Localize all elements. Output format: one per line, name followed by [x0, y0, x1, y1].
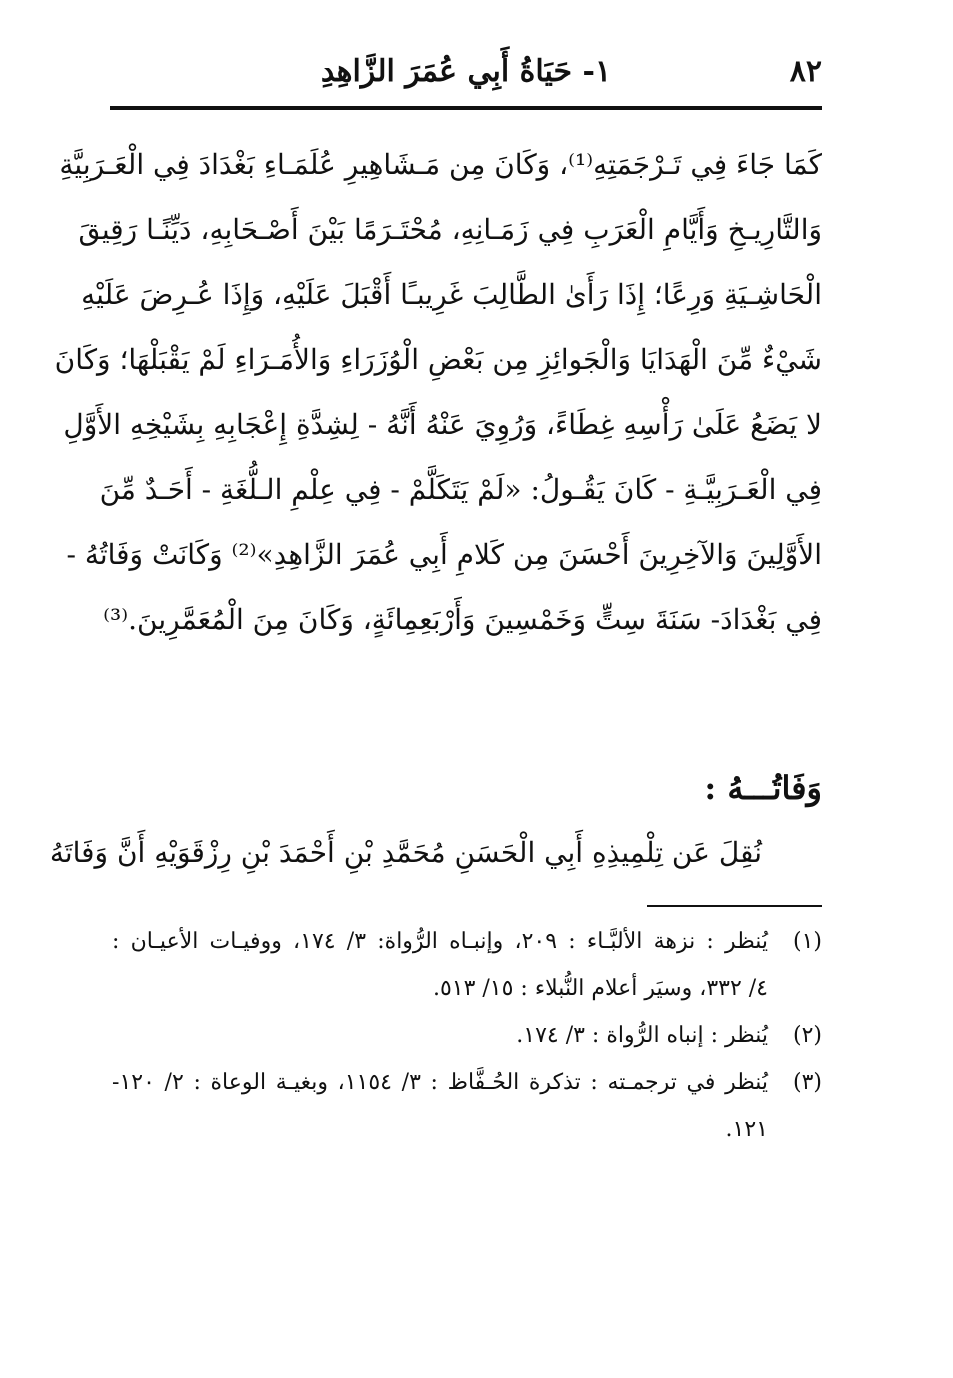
footnote-line: [112, 1059, 822, 1106]
footnote-text: يُنظر في ترجمـته : تذكرة الحُـفَّاظ : ٣/ ١١٥٤، وبغيـة الوعاة : ٢/ ١٢٠-: [112, 1070, 769, 1095]
footnote-text: يُنظر : نزهة الألبَّـاء : ٢٠٩، وإنبـاه الرُّواة: ٣/ ١٧٤، ووفيـات الأعيـان :: [112, 929, 769, 954]
body-line: فِي الْعَـرَبِيَّـةِ - كَانَ يَقُـولُ: «لَمْ يَتَكَلَّمْ - فِي عِلْمِ الـلُّغَةِ - أَحَـدٌ مِّنَ: [99, 473, 822, 506]
footnote-number: (٣): [793, 1070, 823, 1095]
section-heading: وَفَاتُـــهُ :: [704, 769, 822, 807]
body-line: شَيْءٌ مِّنَ الْهَدَايَا وَالْجَوائِزِ مِن بَعْضِ الْوُزَرَاءِ وَالأُمَـرَاءِ لَمْ يَقْبَلْهَا؛ وَكَانَ: [54, 343, 822, 376]
page-number: ٨٢: [789, 54, 822, 89]
footnote-number: (٢): [792, 1023, 822, 1048]
footnote-line: [112, 1012, 822, 1059]
footnote-text: يُنظر : إنباه الرُّواة : ٣/ ١٧٤.: [516, 1023, 768, 1048]
footnote-number: (١): [793, 929, 823, 954]
body-line: وَالتَّارِيـخِ وَأَيَّامِ الْعَرَبِ فِي زَمَـانِهِ، مُحْتَـرَمًا بَيْنَ أَصْـحَابِهِ، دَيِّنًـا رَقِيقَ: [78, 213, 822, 246]
body-line: الْحَاشِـيَةِ وَرِعًا؛ إِذَا رَأَىٰ الطَّالِبَ غَرِيبـًا أَقْبَلَ عَلَيْهِ، وَإِذَا عُـرِضَ عَلَيْهِ: [81, 278, 822, 311]
footnote-2: [112, 1012, 822, 1059]
footnote-3: [112, 1059, 822, 1153]
section-line: نُقِلَ عَن تِلْمِيذِهِ أَبِي الْحَسَنِ مُحَمَّدِ بْنِ أَحْمَدَ بْنِ رِزْقَوَيْهِ أَنَّ وَفَاتَهُ: [49, 836, 762, 869]
running-title: ١- حَيَاةُ أَبِي عُمَرَ الزَّاهِدِ: [320, 54, 612, 89]
footnote-line: [112, 918, 822, 965]
footnote-line: ٤/ ٣٣٢، وسيَر أعلام النُّبلاء : ١٥/ ٥١٣.: [432, 976, 768, 1001]
body-paragraph: [54, 132, 822, 652]
body-line: لا يَضَعُ عَلَىٰ رَأْسِهِ غِطَاءً، وَرُوِيَ عَنْهُ أَنَّهُ - لِشِدَّةِ إِعْجَابِهِ بِشَيْخِهِ الأَوَّلِ: [63, 408, 822, 441]
footnotes: [112, 918, 822, 1153]
page-header: [110, 48, 822, 104]
footnote-1: [112, 918, 822, 1012]
body-line: الأَوَّلِينَ وَالآخِرِينَ أَحْسَنَ مِن كَلامِ أَبِي عُمَرَ الزَّاهِدِ»⁽²⁾ وَكَانَتْ وَفَاتُهُ -: [66, 538, 822, 571]
footnote-line: ١٢١.: [725, 1117, 768, 1142]
body-line: كَمَا جَاءَ فِي تَـرْجَمَتِهِ⁽¹⁾، وَكَانَ مِن مَـشَاهِيرِ عُلَمَـاءِ بَغْدَادَ فِي الْعَـرَبِيَّةِ: [59, 148, 822, 181]
section-paragraph: [49, 820, 822, 885]
header-rule: [110, 106, 822, 110]
body-line: فِي بَغْدَادَ- سَنَةَ سِتٍّ وَخَمْسِينَ وَأَرْبَعِمِائَةٍ، وَكَانَ مِنَ الْمُعَمَّرِينَ.⁽³⁾: [103, 603, 822, 636]
footnote-separator: [647, 905, 822, 907]
